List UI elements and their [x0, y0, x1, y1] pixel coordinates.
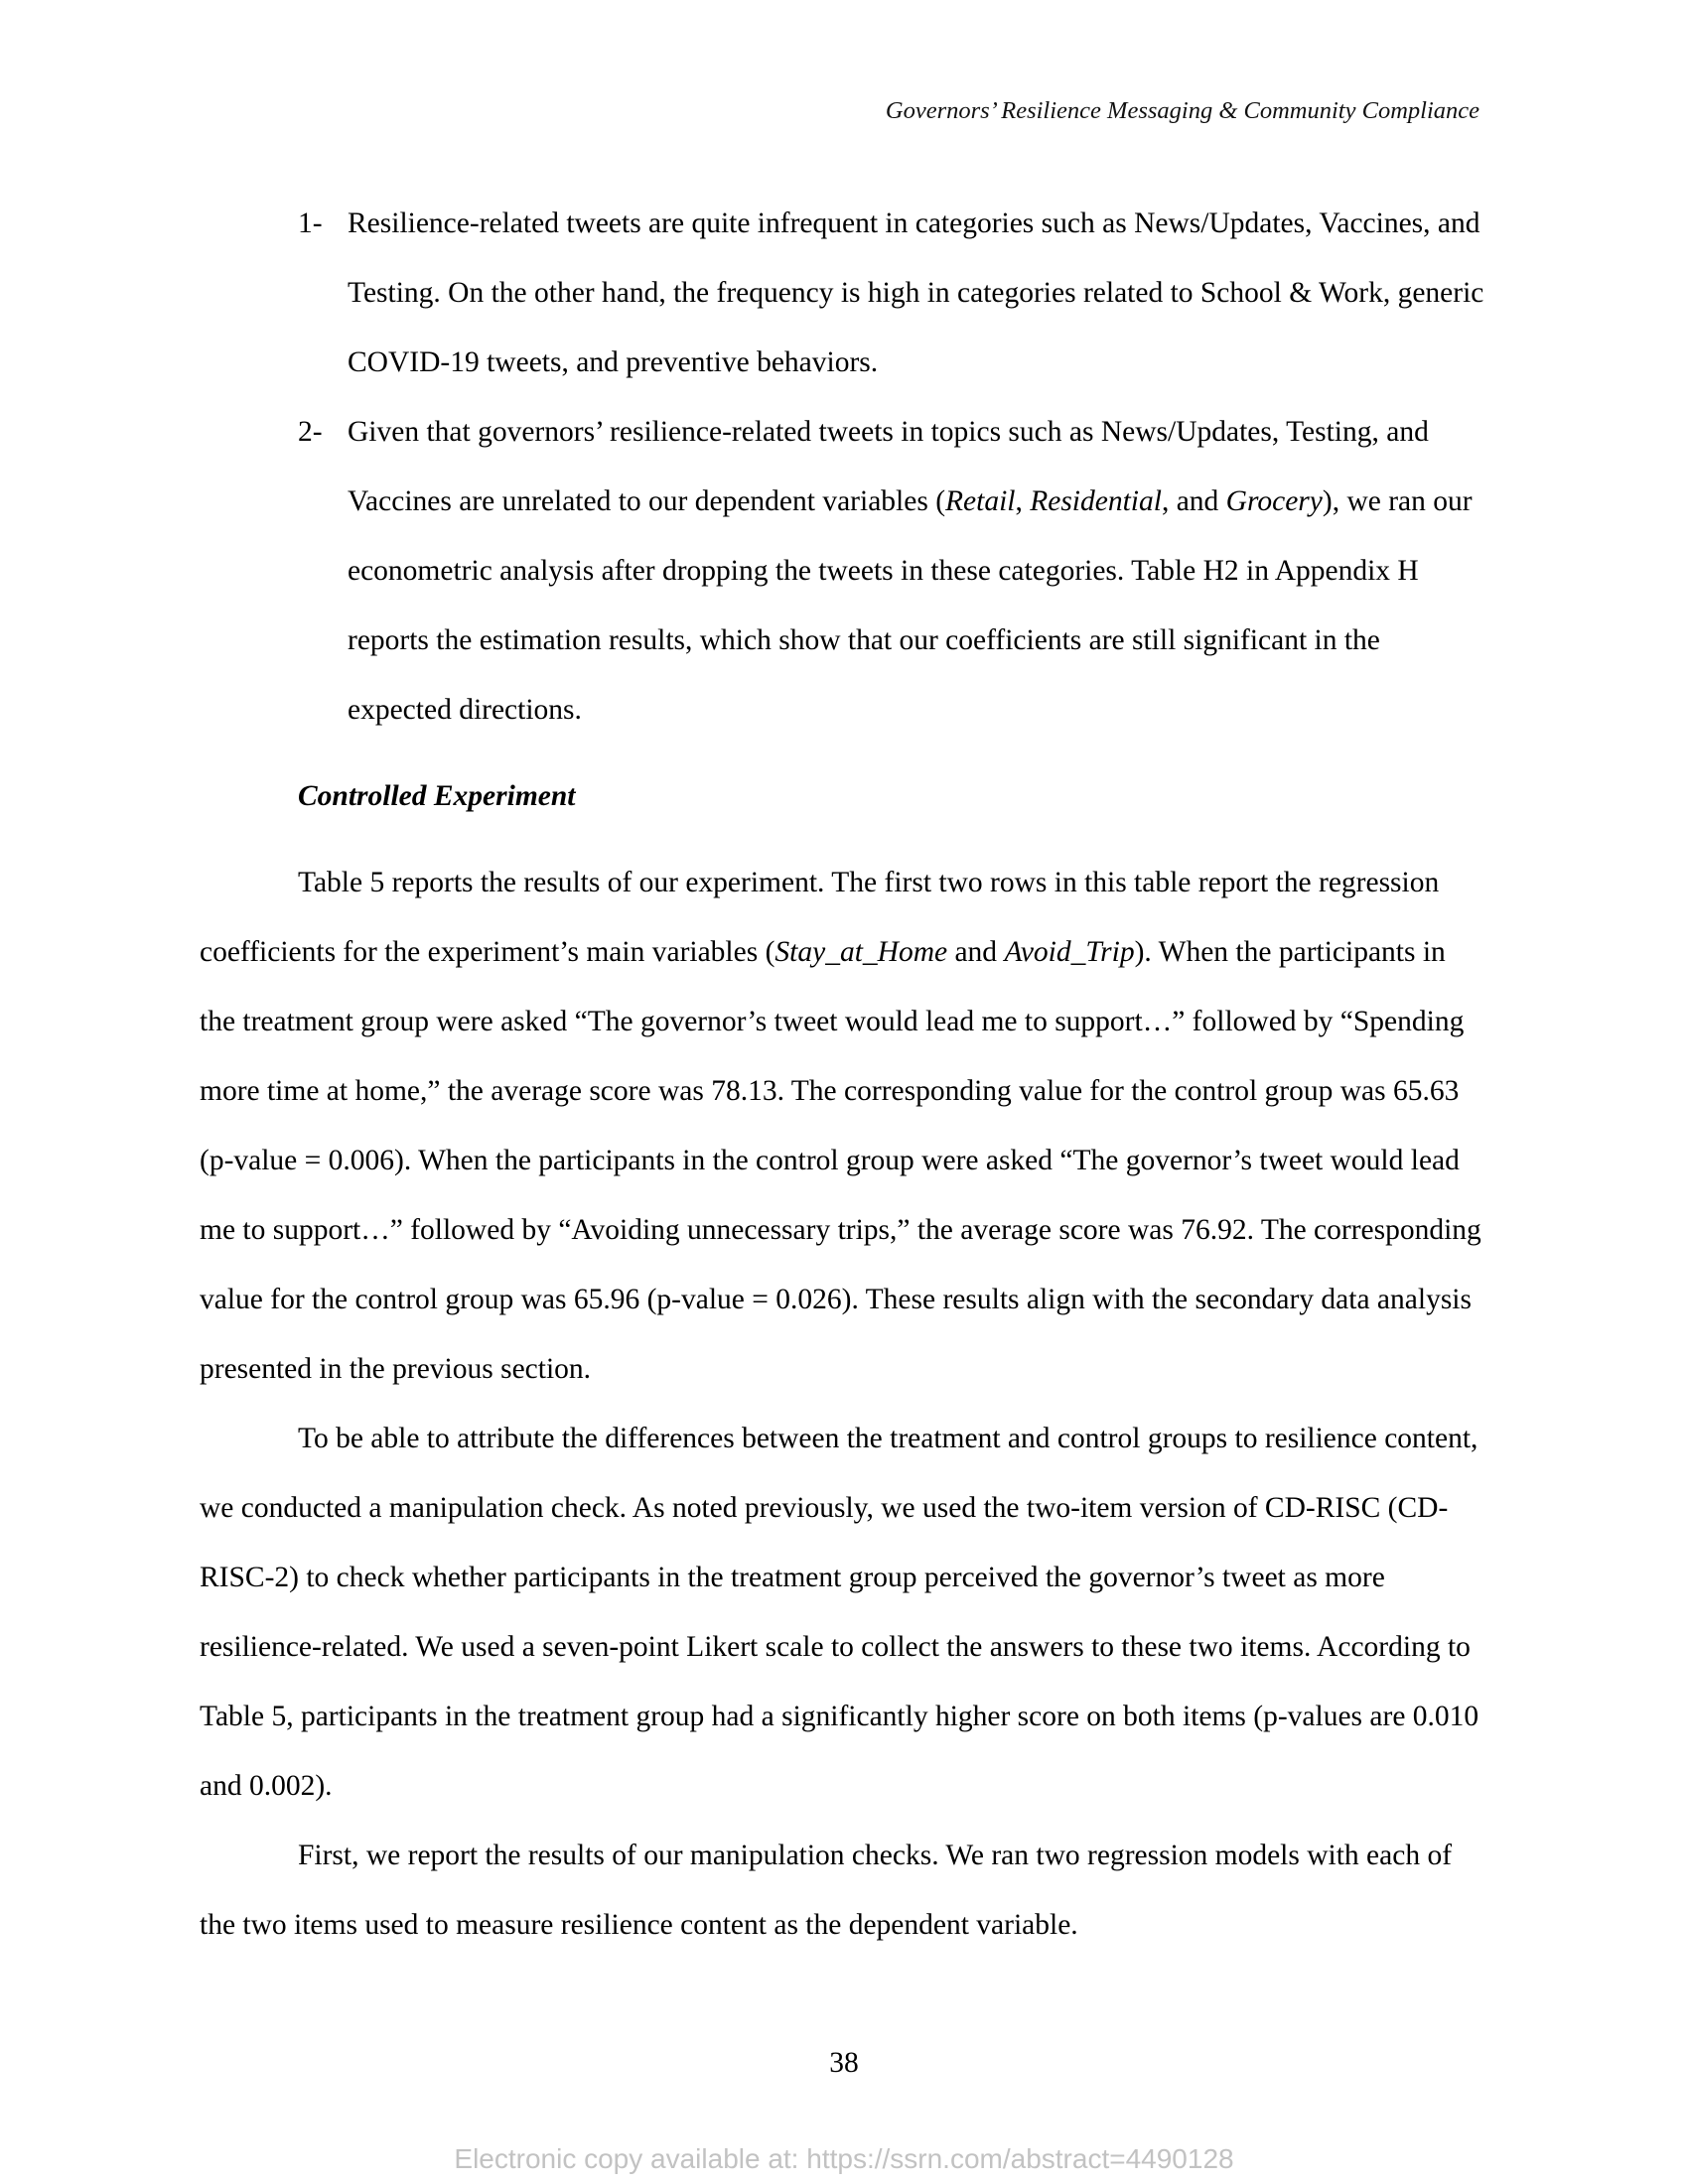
- variable-name: Residential: [1030, 485, 1162, 517]
- variable-name: Grocery: [1225, 485, 1323, 517]
- paragraph: [200, 848, 1485, 1404]
- body-text: [200, 848, 1485, 1960]
- running-head: Governors’ Resilience Messaging & Community Compliance: [885, 97, 1479, 124]
- list-item-number: 1-: [298, 207, 323, 239]
- page-number: 38: [829, 2047, 859, 2079]
- list-item-text: , and: [1161, 485, 1226, 517]
- list-item-text: ,: [1015, 485, 1031, 517]
- variable-name: Avoid_Trip: [1004, 936, 1135, 968]
- paragraph: To be able to attribute the differences between the treatment and control groups to resilience content, we conducted a manipulation check. As noted previously, we used the two-item version of CD-RISC (CD-RISC-2) to check whether participants in the treatment group perceived the governor’s tweet as more resilience-related. We used a seven-point Likert scale to collect the answers to these two items. According to Table 5, participants in the treatment group had a significantly higher score on both items (p-values are 0.010 and 0.002).: [200, 1423, 1479, 1802]
- paragraph-text: and: [947, 936, 1005, 968]
- paragraph-text: ). When the participants in the treatment group were asked “The governor’s tweet would lead me to support…” followed by “Spending more time at home,” the average score was 78.13. The corresponding value for the control group was 65.63 (p-value = 0.006). When the participants in the control group were asked “The governor’s tweet would lead me to support…” followed by “Avoiding unnecessary trips,” the average score was 76.92. The corresponding value for the control group was 65.96 (p-value = 0.026). These results align with the secondary data analysis presented in the previous section.: [200, 936, 1481, 1385]
- paragraph: First, we report the results of our manipulation checks. We ran two regression models with each of the two items used to measure resilience content as the dependent variable.: [200, 1840, 1453, 1941]
- section-heading: Controlled Experiment: [298, 780, 576, 812]
- numbered-list: [298, 189, 1485, 745]
- paragraph-text: Table 5 reports the results of our experiment. The first two rows in this table report the regression coefficients for the experiment’s main variables (: [200, 867, 1440, 968]
- ssrn-footer-note: Electronic copy available at: https://ssrn.com/abstract=4490128: [454, 2143, 1234, 2174]
- list-item: [298, 397, 1485, 745]
- list-item-text: Resilience-related tweets are quite infrequent in categories such as News/Updates, Vaccines, and Testing. On the other hand, the frequency is high in categories related to School & Work, generic COVID-19 tweets, and preventive behaviors.: [348, 207, 1484, 378]
- variable-name: Retail: [945, 485, 1016, 517]
- list-item-number: 2-: [298, 416, 323, 448]
- list-item-text: Given that governors’ resilience-related tweets in topics such as News/Updates, Testing, and Vaccines are unrelated to our dependent variables (: [348, 416, 1429, 517]
- variable-name: Stay_at_Home: [774, 936, 948, 968]
- list-item: [298, 189, 1485, 397]
- list-item-text: ), we ran our econometric analysis after dropping the tweets in these categories. Table H2 in Appendix H reports the estimation results, which show that our coefficients are still significant in the expected directions.: [348, 485, 1473, 726]
